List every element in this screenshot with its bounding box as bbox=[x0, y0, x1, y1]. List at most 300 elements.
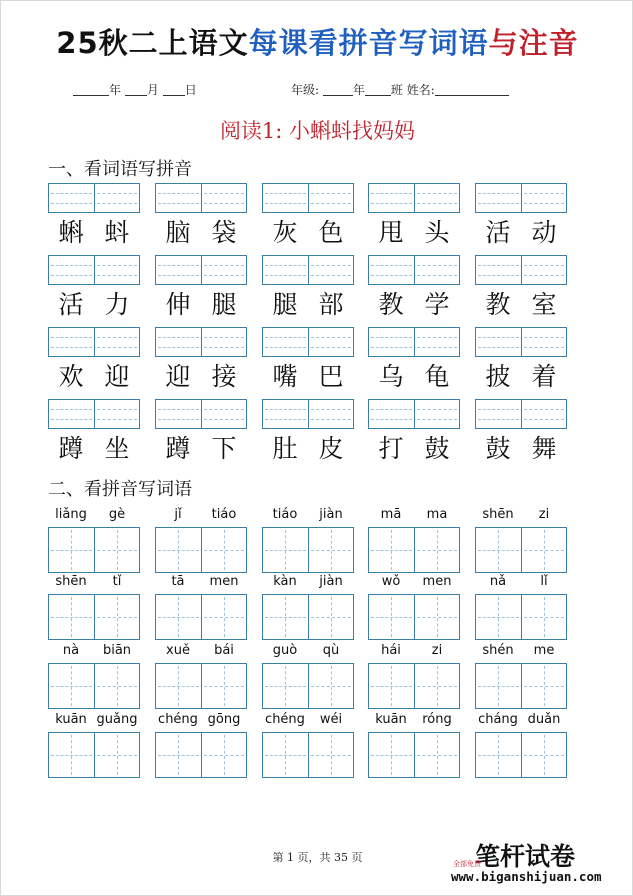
pinyin-syllable: róng bbox=[422, 712, 452, 727]
pinyin-answer-box[interactable] bbox=[368, 183, 460, 213]
hanzi-character: 舞 bbox=[531, 434, 557, 463]
tianzige-cell[interactable] bbox=[369, 733, 415, 777]
hanzi-character: 下 bbox=[211, 434, 237, 463]
tianzige-cell[interactable] bbox=[263, 528, 309, 572]
pinyin-label bbox=[368, 643, 460, 661]
tianzige-cell[interactable] bbox=[95, 528, 140, 572]
hanzi-character: 接 bbox=[211, 362, 237, 391]
tianzige-cell[interactable] bbox=[309, 664, 354, 708]
pinyin-cell[interactable] bbox=[415, 400, 460, 428]
pinyin-label bbox=[368, 712, 460, 730]
section2-row bbox=[48, 712, 608, 782]
word-characters bbox=[475, 359, 567, 395]
pinyin-answer-box[interactable] bbox=[475, 183, 567, 213]
pinyin-answer-box[interactable] bbox=[155, 327, 247, 357]
pinyin-answer-box[interactable] bbox=[475, 327, 567, 357]
hanzi-character: 欢 bbox=[58, 362, 84, 391]
vocab-word bbox=[48, 255, 140, 325]
hanzi-character: 蚪 bbox=[104, 218, 130, 247]
pinyin-syllable: men bbox=[209, 574, 239, 589]
pinyin-syllable: bái bbox=[214, 643, 234, 658]
pinyin-answer-box[interactable] bbox=[48, 399, 140, 429]
pinyin-word bbox=[262, 574, 354, 644]
tianzige-cell[interactable] bbox=[476, 733, 522, 777]
pinyin-syllable: tiáo bbox=[272, 507, 298, 522]
tianzige-answer-box[interactable] bbox=[262, 663, 354, 709]
pinyin-label bbox=[262, 507, 354, 525]
pinyin-cell[interactable] bbox=[49, 256, 95, 284]
hanzi-character: 坐 bbox=[104, 434, 130, 463]
pinyin-syllable: tiáo bbox=[211, 507, 237, 522]
pinyin-word bbox=[368, 507, 460, 577]
pinyin-cell[interactable] bbox=[156, 400, 202, 428]
pinyin-word bbox=[262, 643, 354, 713]
pinyin-syllable: biān bbox=[102, 643, 132, 658]
pinyin-word bbox=[48, 574, 140, 644]
pinyin-cell[interactable] bbox=[263, 400, 309, 428]
pinyin-answer-box[interactable] bbox=[368, 255, 460, 285]
hanzi-character: 巴 bbox=[318, 362, 344, 391]
pinyin-syllable: cháng bbox=[478, 712, 518, 727]
section2-row bbox=[48, 643, 608, 713]
vocab-word bbox=[475, 399, 567, 469]
section1-heading: 一、看词语写拼音 bbox=[48, 159, 192, 180]
hanzi-character: 腿 bbox=[272, 290, 298, 319]
pinyin-cell[interactable] bbox=[522, 400, 567, 428]
year-blank[interactable] bbox=[73, 84, 109, 96]
pinyin-cell[interactable] bbox=[156, 256, 202, 284]
pinyin-answer-box[interactable] bbox=[368, 399, 460, 429]
pinyin-answer-box[interactable] bbox=[155, 183, 247, 213]
tianzige-answer-box[interactable] bbox=[155, 732, 247, 778]
tianzige-cell[interactable] bbox=[415, 528, 460, 572]
pinyin-label bbox=[368, 507, 460, 525]
pinyin-syllable: hái bbox=[381, 643, 401, 658]
grade-blank[interactable] bbox=[323, 84, 353, 96]
vocab-word bbox=[475, 255, 567, 325]
vocab-word bbox=[475, 327, 567, 397]
hanzi-character: 着 bbox=[531, 362, 557, 391]
vocab-word bbox=[262, 183, 354, 253]
word-characters bbox=[475, 287, 567, 323]
pinyin-syllable: shēn bbox=[55, 574, 87, 589]
pinyin-cell[interactable] bbox=[369, 184, 415, 212]
tianzige-cell[interactable] bbox=[415, 595, 460, 639]
tianzige-answer-box[interactable] bbox=[155, 663, 247, 709]
pinyin-label bbox=[368, 574, 460, 592]
pinyin-word bbox=[155, 507, 247, 577]
pinyin-syllable: qù bbox=[322, 643, 340, 658]
pinyin-answer-box[interactable] bbox=[475, 399, 567, 429]
hanzi-character: 教 bbox=[378, 290, 404, 319]
pinyin-cell[interactable] bbox=[309, 256, 354, 284]
word-characters bbox=[475, 215, 567, 251]
pinyin-cell[interactable] bbox=[476, 328, 522, 356]
pinyin-word bbox=[368, 712, 460, 782]
tianzige-cell[interactable] bbox=[522, 528, 567, 572]
pinyin-cell[interactable] bbox=[522, 256, 567, 284]
tianzige-cell[interactable] bbox=[202, 733, 247, 777]
pinyin-label bbox=[475, 712, 567, 730]
tianzige-cell[interactable] bbox=[369, 528, 415, 572]
pinyin-syllable: nà bbox=[62, 643, 80, 658]
pinyin-word bbox=[48, 507, 140, 577]
pinyin-cell[interactable] bbox=[476, 184, 522, 212]
vocab-word bbox=[368, 327, 460, 397]
section2-row bbox=[48, 574, 608, 644]
tianzige-cell[interactable] bbox=[476, 664, 522, 708]
pinyin-syllable: guǎng bbox=[96, 712, 138, 727]
pinyin-label bbox=[155, 507, 247, 525]
section2-heading: 二、看拼音写词语 bbox=[48, 479, 192, 500]
pinyin-word bbox=[475, 574, 567, 644]
pinyin-word bbox=[475, 712, 567, 782]
pinyin-answer-box[interactable] bbox=[48, 255, 140, 285]
pinyin-cell[interactable] bbox=[522, 184, 567, 212]
word-characters bbox=[155, 215, 247, 251]
tianzige-cell[interactable] bbox=[95, 595, 140, 639]
title-part-task: 每课看拼音写词语 bbox=[248, 26, 489, 60]
pinyin-syllable: wéi bbox=[319, 712, 343, 727]
pinyin-syllable: lǐ bbox=[540, 574, 548, 589]
tianzige-cell[interactable] bbox=[263, 733, 309, 777]
hanzi-character: 嘴 bbox=[272, 362, 298, 391]
pinyin-syllable: shēn bbox=[482, 507, 514, 522]
pinyin-label bbox=[48, 643, 140, 661]
month-label: 月 bbox=[146, 83, 159, 97]
pinyin-answer-box[interactable] bbox=[262, 327, 354, 357]
pinyin-syllable: men bbox=[422, 574, 452, 589]
tianzige-cell[interactable] bbox=[49, 664, 95, 708]
brand-tag: 全部免费 bbox=[453, 860, 481, 868]
class-name-fields bbox=[291, 81, 509, 98]
pinyin-label bbox=[262, 712, 354, 730]
word-characters bbox=[262, 215, 354, 251]
pinyin-word bbox=[48, 643, 140, 713]
pinyin-cell[interactable] bbox=[369, 400, 415, 428]
hanzi-character: 蝌 bbox=[58, 218, 84, 247]
pinyin-answer-box[interactable] bbox=[262, 399, 354, 429]
word-characters bbox=[48, 431, 140, 467]
vocab-word bbox=[155, 327, 247, 397]
word-characters bbox=[155, 287, 247, 323]
tianzige-cell[interactable] bbox=[522, 664, 567, 708]
pinyin-syllable: kuān bbox=[375, 712, 407, 727]
hanzi-character: 教 bbox=[485, 290, 511, 319]
pinyin-answer-box[interactable] bbox=[475, 255, 567, 285]
hanzi-character: 蹲 bbox=[58, 434, 84, 463]
hanzi-character: 龟 bbox=[424, 362, 450, 391]
tianzige-cell[interactable] bbox=[202, 595, 247, 639]
hanzi-character: 迎 bbox=[104, 362, 130, 391]
section1-row bbox=[48, 255, 608, 325]
tianzige-cell[interactable] bbox=[49, 595, 95, 639]
hanzi-character: 袋 bbox=[211, 218, 237, 247]
pinyin-label bbox=[475, 507, 567, 525]
vocab-word bbox=[155, 183, 247, 253]
pinyin-label bbox=[48, 574, 140, 592]
pinyin-cell[interactable] bbox=[202, 184, 247, 212]
hanzi-character: 动 bbox=[531, 218, 557, 247]
vocab-word bbox=[368, 183, 460, 253]
pinyin-syllable: jiàn bbox=[319, 507, 343, 522]
pinyin-cell[interactable] bbox=[263, 328, 309, 356]
hanzi-character: 披 bbox=[485, 362, 511, 391]
tianzige-answer-box[interactable] bbox=[262, 732, 354, 778]
pinyin-cell[interactable] bbox=[309, 400, 354, 428]
pinyin-syllable: gōng bbox=[207, 712, 241, 727]
pinyin-cell[interactable] bbox=[263, 256, 309, 284]
hanzi-character: 腿 bbox=[211, 290, 237, 319]
tianzige-answer-box[interactable] bbox=[155, 594, 247, 640]
pinyin-word bbox=[155, 643, 247, 713]
vocab-word bbox=[368, 399, 460, 469]
vocab-word bbox=[368, 255, 460, 325]
tianzige-cell[interactable] bbox=[49, 733, 95, 777]
pinyin-syllable: kuān bbox=[55, 712, 87, 727]
tianzige-answer-box[interactable] bbox=[155, 527, 247, 573]
pinyin-cell[interactable] bbox=[263, 184, 309, 212]
pinyin-cell[interactable] bbox=[309, 184, 354, 212]
pinyin-cell[interactable] bbox=[95, 184, 140, 212]
tianzige-cell[interactable] bbox=[95, 733, 140, 777]
hanzi-character: 伸 bbox=[165, 290, 191, 319]
pinyin-word bbox=[368, 643, 460, 713]
brand-logo: 笔杆试卷 bbox=[475, 842, 576, 871]
pinyin-cell[interactable] bbox=[415, 256, 460, 284]
hanzi-character: 甩 bbox=[378, 218, 404, 247]
word-characters bbox=[155, 431, 247, 467]
pinyin-word bbox=[262, 712, 354, 782]
pinyin-syllable: jǐ bbox=[174, 507, 182, 522]
pinyin-syllable: ma bbox=[426, 507, 448, 522]
vocab-word bbox=[262, 255, 354, 325]
pinyin-cell[interactable] bbox=[202, 400, 247, 428]
tianzige-cell[interactable] bbox=[49, 528, 95, 572]
word-characters bbox=[262, 359, 354, 395]
tianzige-cell[interactable] bbox=[202, 664, 247, 708]
pinyin-syllable: nǎ bbox=[489, 574, 507, 589]
page-number: 第 1 页，共 35 页 bbox=[272, 851, 363, 864]
pinyin-cell[interactable] bbox=[369, 256, 415, 284]
brand-url: www.biganshijuan.com bbox=[451, 869, 602, 884]
pinyin-syllable: shén bbox=[482, 643, 514, 658]
vocab-word bbox=[155, 255, 247, 325]
day-blank[interactable] bbox=[163, 84, 185, 96]
hanzi-character: 活 bbox=[485, 218, 511, 247]
tianzige-answer-box[interactable] bbox=[262, 594, 354, 640]
tianzige-cell[interactable] bbox=[369, 664, 415, 708]
pinyin-cell[interactable] bbox=[156, 184, 202, 212]
tianzige-cell[interactable] bbox=[415, 733, 460, 777]
tianzige-cell[interactable] bbox=[202, 528, 247, 572]
hanzi-character: 脑 bbox=[165, 218, 191, 247]
tianzige-cell[interactable] bbox=[476, 528, 522, 572]
vocab-word bbox=[262, 399, 354, 469]
tianzige-answer-box[interactable] bbox=[48, 594, 140, 640]
pinyin-cell[interactable] bbox=[369, 328, 415, 356]
hanzi-character: 头 bbox=[424, 218, 450, 247]
pinyin-syllable: kàn bbox=[273, 574, 297, 589]
tianzige-cell[interactable] bbox=[95, 664, 140, 708]
pinyin-cell[interactable] bbox=[415, 184, 460, 212]
hanzi-character: 部 bbox=[318, 290, 344, 319]
tianzige-answer-box[interactable] bbox=[48, 663, 140, 709]
hanzi-character: 肚 bbox=[272, 434, 298, 463]
tianzige-answer-box[interactable] bbox=[48, 527, 140, 573]
pinyin-answer-box[interactable] bbox=[368, 327, 460, 357]
tianzige-answer-box[interactable] bbox=[475, 594, 567, 640]
nian-label: 年 bbox=[352, 83, 365, 97]
pinyin-label bbox=[262, 574, 354, 592]
day-label: 日 bbox=[184, 83, 197, 97]
word-characters bbox=[262, 431, 354, 467]
vocab-word bbox=[262, 327, 354, 397]
hanzi-character: 鼓 bbox=[424, 434, 450, 463]
pinyin-syllable: gè bbox=[108, 507, 126, 522]
pinyin-label bbox=[475, 643, 567, 661]
pinyin-cell[interactable] bbox=[522, 328, 567, 356]
tianzige-answer-box[interactable] bbox=[368, 732, 460, 778]
pinyin-answer-box[interactable] bbox=[48, 327, 140, 357]
pinyin-answer-box[interactable] bbox=[48, 183, 140, 213]
pinyin-syllable: chéng bbox=[158, 712, 198, 727]
pinyin-cell[interactable] bbox=[156, 328, 202, 356]
pinyin-cell[interactable] bbox=[95, 328, 140, 356]
word-characters bbox=[262, 287, 354, 323]
pinyin-word bbox=[155, 574, 247, 644]
section1-row bbox=[48, 183, 608, 253]
pinyin-cell[interactable] bbox=[95, 400, 140, 428]
pinyin-cell[interactable] bbox=[95, 256, 140, 284]
vocab-word bbox=[48, 327, 140, 397]
word-characters bbox=[368, 215, 460, 251]
word-characters bbox=[48, 359, 140, 395]
pinyin-cell[interactable] bbox=[415, 328, 460, 356]
hanzi-character: 室 bbox=[531, 290, 557, 319]
pinyin-word bbox=[48, 712, 140, 782]
pinyin-syllable: duǎn bbox=[527, 712, 561, 727]
pinyin-cell[interactable] bbox=[476, 256, 522, 284]
tianzige-answer-box[interactable] bbox=[475, 527, 567, 573]
pinyin-syllable: tā bbox=[171, 574, 185, 589]
ban-label: 班 bbox=[390, 83, 403, 97]
tianzige-cell[interactable] bbox=[309, 595, 354, 639]
hanzi-character: 色 bbox=[318, 218, 344, 247]
date-fields bbox=[73, 81, 197, 98]
pinyin-syllable: zi bbox=[538, 507, 550, 522]
tianzige-cell[interactable] bbox=[476, 595, 522, 639]
hanzi-character: 乌 bbox=[378, 362, 404, 391]
tianzige-answer-box[interactable] bbox=[368, 594, 460, 640]
vocab-word bbox=[48, 183, 140, 253]
word-characters bbox=[368, 287, 460, 323]
hanzi-character: 活 bbox=[58, 290, 84, 319]
tianzige-cell[interactable] bbox=[156, 664, 202, 708]
tianzige-answer-box[interactable] bbox=[368, 663, 460, 709]
tianzige-cell[interactable] bbox=[369, 595, 415, 639]
pinyin-word bbox=[475, 643, 567, 713]
pinyin-label bbox=[262, 643, 354, 661]
tianzige-cell[interactable] bbox=[263, 595, 309, 639]
pinyin-cell[interactable] bbox=[202, 256, 247, 284]
pinyin-syllable: zi bbox=[431, 643, 443, 658]
pinyin-cell[interactable] bbox=[309, 328, 354, 356]
word-characters bbox=[48, 215, 140, 251]
pinyin-label bbox=[475, 574, 567, 592]
section1-row bbox=[48, 327, 608, 397]
pinyin-label bbox=[155, 574, 247, 592]
pinyin-word bbox=[262, 507, 354, 577]
tianzige-cell[interactable] bbox=[156, 595, 202, 639]
grade-label: 年级: bbox=[291, 83, 320, 97]
class-blank[interactable] bbox=[365, 84, 391, 96]
pinyin-syllable: guò bbox=[272, 643, 298, 658]
word-characters bbox=[368, 431, 460, 467]
tianzige-answer-box[interactable] bbox=[48, 732, 140, 778]
pinyin-answer-box[interactable] bbox=[155, 255, 247, 285]
pinyin-word bbox=[368, 574, 460, 644]
tianzige-cell[interactable] bbox=[263, 664, 309, 708]
tianzige-cell[interactable] bbox=[309, 528, 354, 572]
tianzige-answer-box[interactable] bbox=[475, 732, 567, 778]
pinyin-answer-box[interactable] bbox=[262, 183, 354, 213]
pinyin-answer-box[interactable] bbox=[155, 399, 247, 429]
section1-row bbox=[48, 399, 608, 469]
tianzige-answer-box[interactable] bbox=[368, 527, 460, 573]
tianzige-cell[interactable] bbox=[522, 733, 567, 777]
title-part-annotate: 与注音 bbox=[488, 26, 579, 60]
pinyin-syllable: chéng bbox=[265, 712, 305, 727]
vocab-word bbox=[48, 399, 140, 469]
word-characters bbox=[475, 431, 567, 467]
pinyin-label bbox=[155, 712, 247, 730]
name-label: 姓名: bbox=[406, 83, 435, 97]
pinyin-syllable: liǎng bbox=[55, 507, 87, 522]
hanzi-character: 学 bbox=[424, 290, 450, 319]
tianzige-answer-box[interactable] bbox=[262, 527, 354, 573]
word-characters bbox=[48, 287, 140, 323]
pinyin-cell[interactable] bbox=[49, 328, 95, 356]
tianzige-cell[interactable] bbox=[156, 528, 202, 572]
pinyin-cell[interactable] bbox=[202, 328, 247, 356]
lesson-subtitle: 阅读1: 小蝌蚪找妈妈 bbox=[219, 119, 416, 143]
pinyin-label bbox=[48, 712, 140, 730]
hanzi-character: 灰 bbox=[272, 218, 298, 247]
section2-row bbox=[48, 507, 608, 577]
pinyin-cell[interactable] bbox=[49, 400, 95, 428]
pinyin-cell[interactable] bbox=[476, 400, 522, 428]
pinyin-word bbox=[475, 507, 567, 577]
tianzige-cell[interactable] bbox=[415, 664, 460, 708]
tianzige-cell[interactable] bbox=[156, 733, 202, 777]
pinyin-syllable: wǒ bbox=[381, 574, 401, 589]
word-characters bbox=[368, 359, 460, 395]
hanzi-character: 迎 bbox=[165, 362, 191, 391]
hanzi-character: 蹲 bbox=[165, 434, 191, 463]
pinyin-label bbox=[48, 507, 140, 525]
tianzige-cell[interactable] bbox=[522, 595, 567, 639]
month-blank[interactable] bbox=[125, 84, 147, 96]
pinyin-word bbox=[155, 712, 247, 782]
name-blank[interactable] bbox=[435, 84, 509, 96]
pinyin-syllable: me bbox=[533, 643, 555, 658]
pinyin-syllable: tǐ bbox=[112, 574, 122, 589]
pinyin-answer-box[interactable] bbox=[262, 255, 354, 285]
tianzige-answer-box[interactable] bbox=[475, 663, 567, 709]
pinyin-cell[interactable] bbox=[49, 184, 95, 212]
tianzige-cell[interactable] bbox=[309, 733, 354, 777]
